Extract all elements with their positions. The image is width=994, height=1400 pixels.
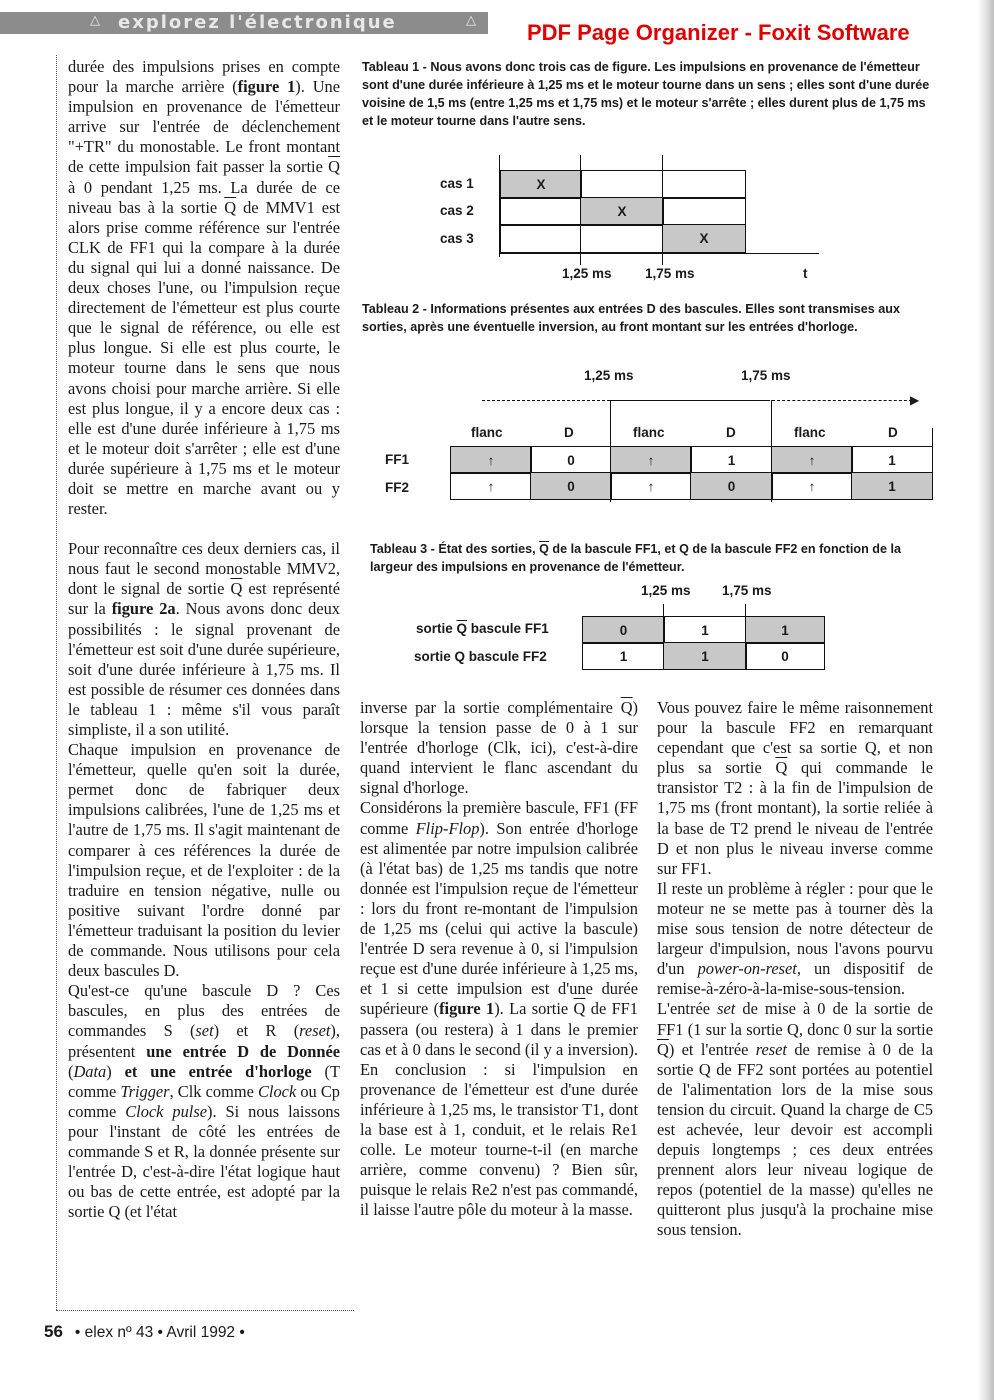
page-number: 56 bbox=[44, 1322, 63, 1341]
page-edge-shadow bbox=[978, 0, 994, 1400]
column-rule bbox=[56, 55, 57, 1310]
table2-header: flanc bbox=[794, 425, 826, 440]
triangle-icon: △ bbox=[466, 13, 476, 28]
table2-cell: 1 bbox=[690, 446, 773, 474]
table2-row-label: FF1 bbox=[385, 452, 410, 467]
table2-cell: 1 bbox=[851, 446, 933, 474]
time-label: 1,75 ms bbox=[722, 583, 772, 598]
time-label: 1,75 ms bbox=[741, 368, 791, 383]
table3-cell: 0 bbox=[582, 616, 665, 644]
table2-cell: ↑ bbox=[771, 472, 853, 500]
table2-header: D bbox=[564, 425, 574, 440]
paragraph: Pour reconnaître ces deux derniers cas, il nous faut le second monostable MMV2, dont le signal de sortie $\overline{Q}$ est représenté sur la figure 2a. Nous avons donc deux possibilités : le signal provenant de l'émetteur est soit d'une durée supérieure, soit d'une durée inférieure à 1,75 ms. Il est possible de résumer ces données dans le tableau 1 : même s'il vous paraît simpliste, il a son utilité. bbox=[68, 539, 340, 739]
middle-column bbox=[360, 698, 638, 1220]
left-column bbox=[68, 57, 340, 1222]
table2-header: D bbox=[726, 425, 736, 440]
table2-cell: ↑ bbox=[450, 472, 532, 500]
table1-cell: X bbox=[580, 197, 664, 226]
paragraph: inverse par la sortie complémentaire $\overline{Q}$) lorsque la tension passe de 0 à 1 sur l'entrée d'horloge (Clk, ici), c'est-à-dire quand intervient le flanc ascendant du signal d'horloge. bbox=[360, 698, 638, 798]
table2-cell: ↑ bbox=[610, 446, 692, 474]
footer-text: • elex nº 43 • Avril 1992 • bbox=[74, 1324, 245, 1341]
table3-row-label: sortie $\overline{Q}$ bascule FF1 bbox=[416, 621, 549, 636]
paragraph: durée des impulsions prises en compte pour la marche arrière (figure 1). Une impulsion en provenance de l'émetteur arrive sur l'entrée de déclenchement "+TR" du monostable. Le front montant de cette impulsion fait passer la sortie $\overline{Q}$ à 0 pendant 1,25 ms. La durée de ce niveau bas à la sortie $\overline{Q}$ de MMV1 est alors prise comme référence sur l'entrée CLK de FF1 qui la compare à la durée du signal qui lui a donné naissance. De deux choses l'une, ou l'impulsion reçue directement de l'émetteur est plus courte que le signal de référence, ou elle est plus longue. Si elle est plus courte, le moteur tourne dans le sens que nous avons choisi pour marche arrière. Si elle est plus longue, il y a encore deux cas : elle est d'une durée inférieure à 1,75 ms et le moteur doit s'arrêter ; elle est d'une durée supérieure à 1,75 ms et le moteur doit se mettre en marche avant ou y rester. bbox=[68, 57, 341, 519]
triangle-icon: △ bbox=[90, 13, 100, 28]
table1-cell bbox=[500, 224, 664, 253]
paragraph: Chaque impulsion en provenance de l'émetteur, quelle qu'en soit la durée, permet donc de fabriquer deux impulsions calibrées, l'une de 1,25 ms et l'autre de 1,75 ms. Il s'agit maintenant de comparer à ces références la durée de l'impulsion reçue, et de l'exploiter : de la traduire en tension négative, nulle ou positive suivant l'ordre donné par l'émetteur traduisant la position du levier de commande. Nous utilisons pour cela deux bascules D. bbox=[68, 740, 340, 981]
watermark: PDF Page Organizer - Foxit Software bbox=[527, 20, 910, 45]
table3-cell: 1 bbox=[663, 616, 747, 644]
time-axis bbox=[499, 253, 819, 254]
section-header-band bbox=[0, 12, 488, 34]
table3-caption: Tableau 3 - État des sorties, $\overline{Q}$ de la bascule FF1, et Q de la bascule FF2 en fonction de la largeur des impulsions en provenance de l'émetteur. bbox=[370, 542, 901, 574]
table2-header: flanc bbox=[471, 425, 503, 440]
section-title: explorez l'électronique bbox=[118, 12, 397, 33]
axis-label: 1,75 ms bbox=[645, 266, 695, 281]
table1-cell: X bbox=[662, 224, 746, 253]
arrow-right-icon: ▶ bbox=[910, 393, 920, 407]
table3-row-label: sortie Q bascule FF2 bbox=[414, 649, 547, 664]
column-rule-bottom bbox=[56, 1310, 354, 1311]
table3-cell: 1 bbox=[745, 616, 825, 644]
table3-cell: 0 bbox=[745, 642, 825, 670]
table1-cell bbox=[580, 170, 746, 199]
axis-label: t bbox=[803, 266, 808, 281]
time-label: 1,25 ms bbox=[584, 368, 634, 383]
table2-header: D bbox=[888, 425, 898, 440]
table2-cell: ↑ bbox=[610, 472, 692, 500]
table3-cell: 1 bbox=[663, 642, 747, 670]
right-column bbox=[657, 698, 933, 1241]
table3-cell: 1 bbox=[582, 642, 665, 670]
table1-cell: X bbox=[500, 170, 582, 199]
axis-label: 1,25 ms bbox=[562, 266, 612, 281]
table1-row-label: cas 1 bbox=[440, 176, 474, 191]
paragraph: Vous pouvez faire le même raisonnement pour la bascule FF2 en remarquant cependant que c'est sa sortie Q, et non plus sa sortie $\overline{Q}$ qui commande le transistor T2 : à la fin de l'impulsion de 1,75 ms (front montant), la sortie reliée à la base de T2 prend le niveau de l'entrée D et non plus le niveau inverse comme sur FF1. bbox=[657, 698, 933, 878]
table2-cell: ↑ bbox=[771, 446, 853, 474]
paragraph: Qu'est-ce qu'une bascule D ? Ces bascules, en plus des entrées de commandes S (set) et R (reset), présentent une entrée D de Donnée (Data) et une entrée d'horloge (T comme Trigger, Clk comme Clock ou Cp comme Clock pulse). Si nous laissons pour l'instant de côté les entrées de commande S et R, la donnée présente sur l'entrée D, c'est-à-dire l'état logique haut ou bas de cette entrée, est adopté par la sortie Q (et l'état bbox=[68, 981, 340, 1222]
table1-row-label: cas 2 bbox=[440, 203, 474, 218]
table2-cell: ↑ bbox=[450, 446, 532, 474]
table2-cell: 1 bbox=[851, 472, 933, 500]
table2-cell: 0 bbox=[530, 472, 612, 500]
paragraph: Considérons la première bascule, FF1 (FF comme Flip-Flop). Son entrée d'horloge est alimentée par notre impulsion calibrée (à l'état bas) de 1,25 ms tandis que notre donnée est l'impulsion reçue de l'émetteur : lors du front re-montant de l'impulsion de 1,25 ms (celui qui active la bascule) l'entrée D sera revenue à 0, si l'impulsion reçue est d'une durée inférieure à 1,25 ms, et 1 si cette impulsion est d'une durée supérieure (figure 1). La sortie $\overline{Q}$ de FF1 passera (ou restera) à 1 dans le premier cas et à 0 dans le second (il y a inversion). En conclusion : si l'impulsion en provenance de l'émetteur est d'une durée inférieure à 1,25 ms, le transistor T1, dont la base est à 1, conduit, et le relais Re1 colle. Le moteur tourne-t-il (en marche arrière, comme convenu) ? Bien sûr, puisque le relais Re2 n'est pas commandé, il laisse l'autre pôle du moteur à la masse. bbox=[360, 798, 638, 1220]
time-label: 1,25 ms bbox=[641, 583, 691, 598]
table2-row-label: FF2 bbox=[385, 480, 410, 495]
table1-cell bbox=[500, 197, 582, 226]
table1-caption: Tableau 1 - Nous avons donc trois cas de figure. Les impulsions en provenance de l'émetteur sont d'une durée inférieure à 1,25 ms et le moteur tourne dans un sens ; elles sont d'une durée voisine de 1,5 ms (entre 1,25 ms et 1,75 ms) et le moteur s'arrête ; elles durent plus de 1,75 ms et le moteur tourne dans l'autre sens. bbox=[362, 60, 930, 128]
table2-cell: 0 bbox=[690, 472, 773, 500]
table2-caption: Tableau 2 - Informations présentes aux entrées D des bascules. Elles sont transmises aux sorties, après une éventuelle inversion, au front montant sur les entrées d'horloge. bbox=[362, 302, 901, 334]
page-footer bbox=[44, 1322, 245, 1342]
table2-cell: 0 bbox=[530, 446, 612, 474]
paragraph: Il reste un problème à régler : pour que le moteur ne se mette pas à tourner dès la mise sous tension de notre détecteur de largeur d'impulsion, nous l'avons pourvu d'un power-on-reset, un dispositif de remise-à-zéro-à-la-mise-sous-tension. L'entrée set de mise à 0 de la sortie de FF1 (1 sur la sortie Q, donc 0 sur la sortie $\overline{Q}$) et l'entrée reset de remise à 0 de la sortie Q de FF2 sont portées au potentiel de l'alimentation lors de la mise sous tension du circuit. Quand la charge de C5 est achevée, leur devoir est accompli depuis longtemps ; ces deux entrées prennent alors leur niveau logique de repos (potentiel de la masse) qu'elles ne quitteront plus jusqu'à la prochaine mise sous tension. bbox=[657, 878, 933, 1240]
table1-cell bbox=[662, 197, 746, 226]
table2-header: flanc bbox=[633, 425, 665, 440]
table1-row-label: cas 3 bbox=[440, 231, 474, 246]
